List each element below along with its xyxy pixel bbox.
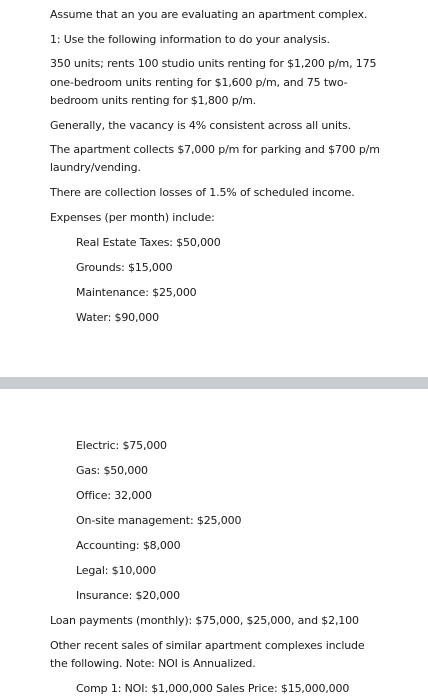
expense-item: On-site management: $25,000 <box>76 514 242 527</box>
collection-losses-text: There are collection losses of 1.5% of scheduled income. <box>50 186 355 199</box>
intro-text: Assume that an you are evaluating an apartment complex. <box>50 8 368 21</box>
loan-payments-text: Loan payments (monthly): $75,000, $25,000, and $2,100 <box>50 614 359 627</box>
expenses-header: Expenses (per month) include: <box>50 211 215 224</box>
expense-item: Legal: $10,000 <box>76 564 157 577</box>
units-text-line-2: one-bedroom units renting for $1,600 p/m, and 75 two- <box>50 76 348 89</box>
comps-text-line-1: Other recent sales of similar apartment complexes include <box>50 639 365 652</box>
page-divider <box>0 377 428 389</box>
document-page-bottom <box>0 389 428 700</box>
parking-text-line-1: The apartment collects $7,000 p/m for parking and $700 p/m <box>50 143 380 156</box>
expense-item: Grounds: $15,000 <box>76 261 173 274</box>
expense-item: Electric: $75,000 <box>76 439 167 452</box>
units-text-line-3: bedroom units renting for $1,800 p/m. <box>50 94 257 107</box>
expense-item: Office: 32,000 <box>76 489 152 502</box>
expense-item: Accounting: $8,000 <box>76 539 181 552</box>
expense-item: Insurance: $20,000 <box>76 589 180 602</box>
expense-item: Real Estate Taxes: $50,000 <box>76 236 221 249</box>
expense-item: Water: $90,000 <box>76 311 159 324</box>
expense-item: Maintenance: $25,000 <box>76 286 197 299</box>
vacancy-text: Generally, the vacancy is 4% consistent across all units. <box>50 119 351 132</box>
parking-text-line-2: laundry/vending. <box>50 161 141 174</box>
expense-item: Gas: $50,000 <box>76 464 148 477</box>
comp-1-text: Comp 1: NOI: $1,000,000 Sales Price: $15,000,000 <box>76 682 350 695</box>
units-text-line-1: 350 units; rents 100 studio units renting for $1,200 p/m, 175 <box>50 57 377 70</box>
step-1-text: 1: Use the following information to do your analysis. <box>50 33 330 46</box>
comps-text-line-2: the following. Note: NOI is Annualized. <box>50 657 256 670</box>
